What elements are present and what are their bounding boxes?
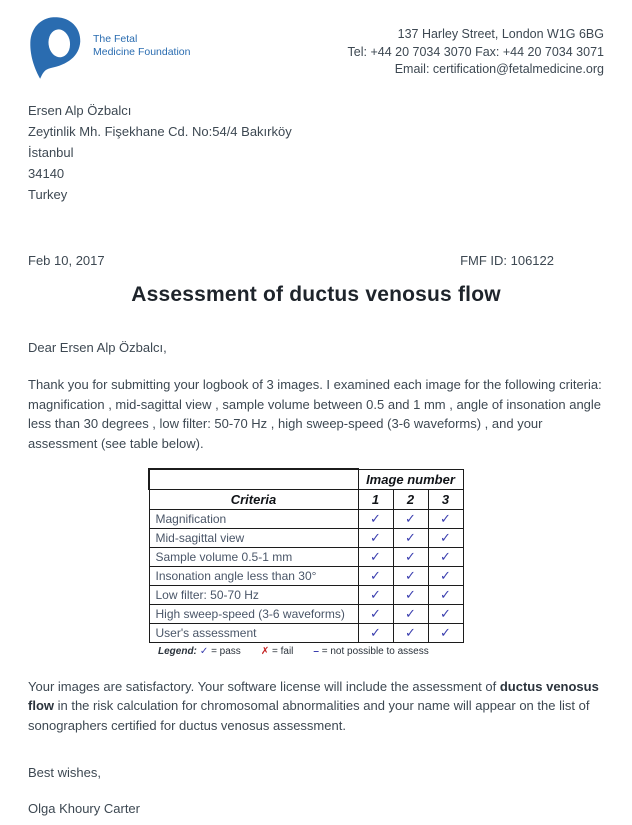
check-mark: ✓: [393, 547, 428, 566]
recipient-address: [28, 100, 604, 205]
image-col-3: 3: [428, 489, 463, 509]
table-row: [149, 566, 463, 585]
legend-na: [313, 646, 428, 657]
check-mark: ✓: [428, 528, 463, 547]
check-mark: ✓: [393, 623, 428, 642]
check-mark: ✓: [358, 623, 393, 642]
fmf-logo-text: [93, 33, 190, 58]
fail-cross-icon: ✗: [260, 645, 270, 657]
check-mark: ✓: [428, 566, 463, 585]
criteria-label: Magnification: [149, 509, 358, 528]
legend-na-text: = not possible to assess: [321, 645, 429, 657]
check-mark: ✓: [358, 566, 393, 585]
fmf-logo: [28, 16, 190, 80]
logo-line2: Medicine Foundation: [93, 45, 191, 58]
legend-fail: [261, 646, 294, 657]
legend-label: Legend:: [158, 645, 197, 657]
recipient-city: İstanbul: [28, 145, 74, 160]
recipient-street: Zeytinlik Mh. Fişekhane Cd. No:54/4 Bakırköy: [28, 124, 292, 139]
contact-tel-fax: Tel: +44 20 7034 3070 Fax: +44 20 7034 3071: [347, 44, 604, 59]
signature-name: Olga Khoury Carter: [28, 801, 140, 816]
check-mark: ✓: [358, 604, 393, 623]
legend-pass-text: = pass: [211, 645, 241, 657]
na-dash-icon: –: [313, 645, 319, 657]
recipient-postcode: 34140: [28, 166, 65, 181]
check-mark: ✓: [358, 509, 393, 528]
check-mark: ✓: [428, 509, 463, 528]
letter-date: Feb 10, 2017: [28, 253, 105, 268]
table-corner-cell: [149, 469, 358, 489]
result-text-pre: Your images are satisfactory. Your software license will include the assessment of: [28, 678, 500, 694]
table-legend: [158, 646, 604, 657]
image-col-2: 2: [393, 489, 428, 509]
legend-fail-text: = fail: [271, 645, 294, 657]
page-title: Assessment of ductus venosus flow: [131, 283, 501, 306]
salutation: Dear Ersen Alp Özbalcı,: [28, 340, 167, 355]
criteria-header: Criteria: [149, 489, 358, 509]
criteria-label: Mid-sagittal view: [149, 528, 358, 547]
image-number-header: Image number: [358, 469, 463, 489]
check-mark: ✓: [393, 509, 428, 528]
recipient-country: Turkey: [28, 187, 68, 202]
table-row: [149, 547, 463, 566]
image-col-1: 1: [358, 489, 393, 509]
legend-pass: [200, 646, 241, 657]
result-text-bold: ductus venosus flow: [28, 678, 599, 713]
contact-block: [348, 26, 604, 79]
contact-address: 137 Harley Street, London W1G 6BG: [397, 27, 604, 41]
result-text-post: in the risk calculation for chromosomal abnormalities and your name will appear on the list of sonographers certified for ductus venosus assessment.: [28, 698, 590, 733]
criteria-label: Insonation angle less than 30°: [149, 566, 358, 585]
closing: Best wishes,: [28, 765, 101, 780]
table-row: [149, 604, 463, 623]
criteria-label: Sample volume 0.5-1 mm: [149, 547, 358, 566]
logo-line1: The Fetal: [93, 33, 138, 45]
criteria-table: [148, 468, 464, 643]
check-mark: ✓: [428, 585, 463, 604]
table-header-row-columns: [149, 489, 463, 509]
fmf-logo-icon: [28, 16, 84, 80]
table-row: [149, 509, 463, 528]
criteria-label: Low filter: 50-70 Hz: [149, 585, 358, 604]
check-mark: ✓: [428, 623, 463, 642]
paragraph-criteria: Thank you for submitting your logbook of 3 images. I examined each image for the following criteria: magnification , mid-sagittal view , sample volume between 0.5 and 1 mm , angle of insonation angle less than 30 degrees , low filter: 50-70 Hz , high sweep-speed (3-6 waveforms) , and your assessment (see table below).: [28, 377, 602, 451]
check-mark: ✓: [358, 547, 393, 566]
check-mark: ✓: [393, 585, 428, 604]
check-mark: ✓: [358, 528, 393, 547]
paragraph-result: [28, 677, 604, 736]
table-row: [149, 623, 463, 642]
contact-email: Email: certification@fetalmedicine.org: [394, 62, 604, 76]
pass-check-icon: ✓: [199, 645, 209, 657]
criteria-label: High sweep-speed (3-6 waveforms): [149, 604, 358, 623]
meta-row: [28, 253, 604, 268]
letterhead: [28, 16, 604, 80]
table-row: [149, 528, 463, 547]
criteria-label: User's assessment: [149, 623, 358, 642]
check-mark: ✓: [393, 566, 428, 585]
check-mark: ✓: [358, 585, 393, 604]
table-header-row-group: [149, 469, 463, 489]
table-row: [149, 585, 463, 604]
check-mark: ✓: [393, 604, 428, 623]
fmf-id: FMF ID: 106122: [460, 253, 554, 268]
check-mark: ✓: [428, 547, 463, 566]
recipient-name: Ersen Alp Özbalcı: [28, 103, 132, 118]
check-mark: ✓: [393, 528, 428, 547]
check-mark: ✓: [428, 604, 463, 623]
